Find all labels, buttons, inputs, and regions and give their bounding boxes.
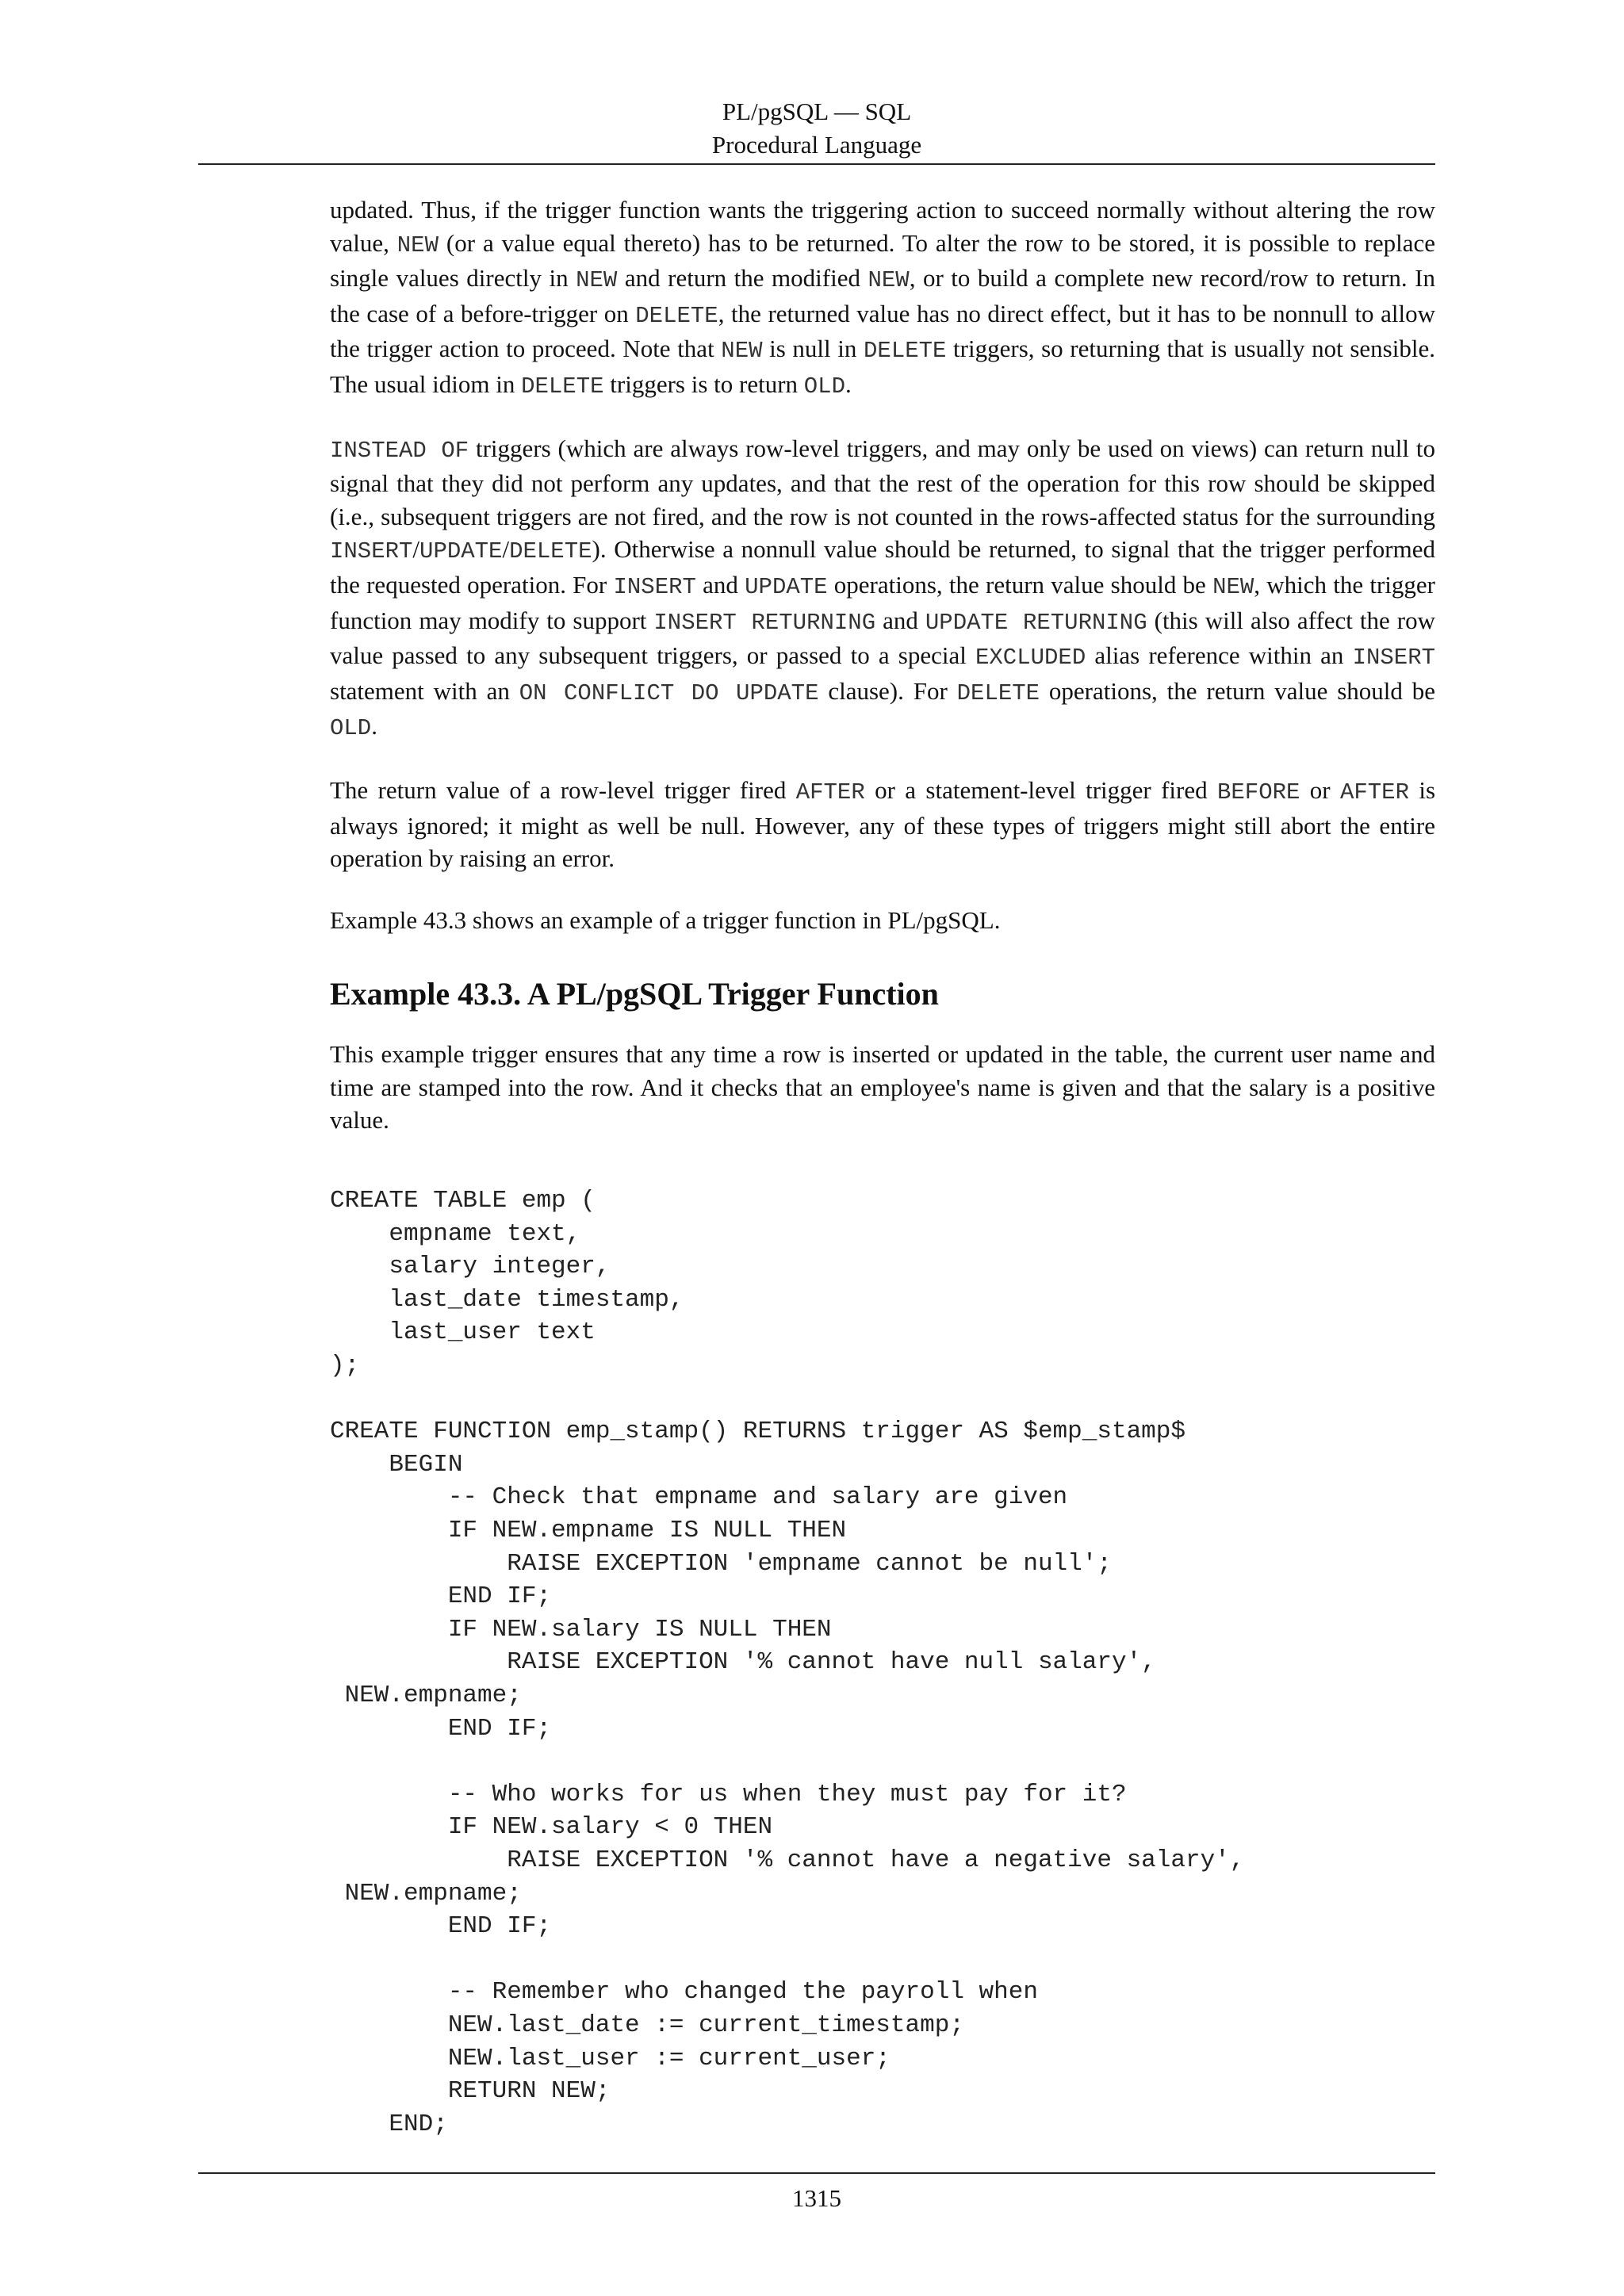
inline-code: NEW [1212, 573, 1254, 600]
example-title: Example 43.3. A PL/pgSQL Trigger Function [330, 976, 939, 1012]
inline-code: NEW [721, 338, 763, 365]
inline-code: INSERT RETURNING [653, 609, 876, 636]
inline-code: INSERT [613, 573, 696, 600]
inline-code: OLD [330, 715, 372, 742]
inline-code: DELETE [864, 338, 947, 365]
inline-code: AFTER [795, 779, 865, 806]
inline-code: NEW [868, 267, 910, 294]
inline-code: AFTER [1339, 779, 1409, 806]
paragraph-example-description: This example trigger ensures that any time a row is inserted or updated in the table, the current user name and time are stamped into the row. And it checks that an employee's name is given and that the salary is a positive value. [330, 1040, 1435, 1135]
inline-code: DELETE [521, 373, 604, 400]
inline-code: EXCLUDED [975, 645, 1086, 672]
page-header [198, 95, 1435, 162]
inline-code: DELETE [509, 538, 592, 565]
paragraph-instead-of: INSTEAD OF triggers (which are always row-level triggers, and may only be used on views) can return null to signal that they did not perform any updates, and that the rest of the operation for this row should be skipped (i.e., subsequent triggers are not fired, and the row is not counted in the rows-affected status for the surrounding INSERT/UPDATE/DELETE). Otherwise a nonnull value should be returned, to signal that the trigger performed the requested operation. For INSERT and UPDATE operations, the return value should be NEW, which the trigger function may modify to support INSERT RETURNING and UPDATE RETURNING (this will also affect the row value passed to any subsequent triggers, or passed to a special EXCLUDED alias reference within an INSERT statement with an ON CONFLICT DO UPDATE clause). For DELETE operations, the return value should be OLD. [330, 434, 1436, 742]
inline-code: DELETE [956, 679, 1040, 706]
paragraph-return-new: updated. Thus, if the trigger function wants the triggering action to succeed normally without altering the row value, NEW (or a value equal thereto) has to be returned. To alter the row to be stored, it is possible to replace single values directly in NEW and return the modified NEW, or to build a complete new record/row to return. In the case of a before-trigger on DELETE, the returned value has no direct effect, but it has to be nonnull to allow the trigger action to proceed. Note that NEW is null in DELETE triggers, so returning that is usually not sensible. The usual idiom in DELETE triggers is to return OLD. [330, 196, 1435, 400]
inline-code: DELETE [635, 302, 718, 329]
paragraph-example-ref: Example 43.3 shows an example of a trigger function in PL/pgSQL. [330, 905, 1001, 934]
footer-rule [198, 2172, 1435, 2174]
page-content [330, 193, 1435, 2141]
header-rule [198, 163, 1435, 165]
inline-code: UPDATE RETURNING [925, 609, 1147, 636]
inline-code: OLD [803, 373, 845, 400]
inline-code: INSTEAD OF [330, 437, 469, 464]
page-number: 1315 [792, 2184, 841, 2212]
inline-code: ON CONFLICT DO UPDATE [519, 679, 819, 706]
header-title-line1: PL/pgSQL — SQL [722, 98, 912, 125]
inline-code: UPDATE [745, 573, 828, 600]
inline-code: INSERT [330, 538, 413, 565]
paragraph-after-before: The return value of a row-level trigger fired AFTER or a statement-level trigger fired BEFORE or AFTER is always ignored; it might as well be null. However, any of these types of triggers might still abort the entire operation by raising an error. [330, 775, 1436, 873]
inline-code: BEFORE [1216, 779, 1300, 806]
inline-code: NEW [576, 267, 618, 294]
inline-code: UPDATE [419, 538, 503, 565]
code-listing: CREATE TABLE emp ( empname text, salary integer, last_date timestamp, last_user text ); CREATE FUNCTION emp_stamp() RETURNS trigger AS $emp_stamp$ BEGIN -- Check that empname and salary are given IF NEW.empname IS NULL THEN RAISE EXCEPTION 'empname cannot be null'; END IF; IF NEW.salary IS NULL THEN RAISE EXCEPTION '% cannot have null salary', NEW.empname; END IF; -- Who works for us when they must pay for it? IF NEW.salary < 0 THEN RAISE EXCEPTION '% cannot have a negative salary', NEW.empname; END IF; -- Remember who changed the payroll when NEW.last_date := current_timestamp; NEW.last_user := current_user; RETURN NEW; END; [330, 1187, 1245, 2138]
inline-code: NEW [396, 232, 439, 258]
header-title-line2: Procedural Language [711, 131, 922, 159]
inline-code: INSERT [1352, 645, 1436, 672]
